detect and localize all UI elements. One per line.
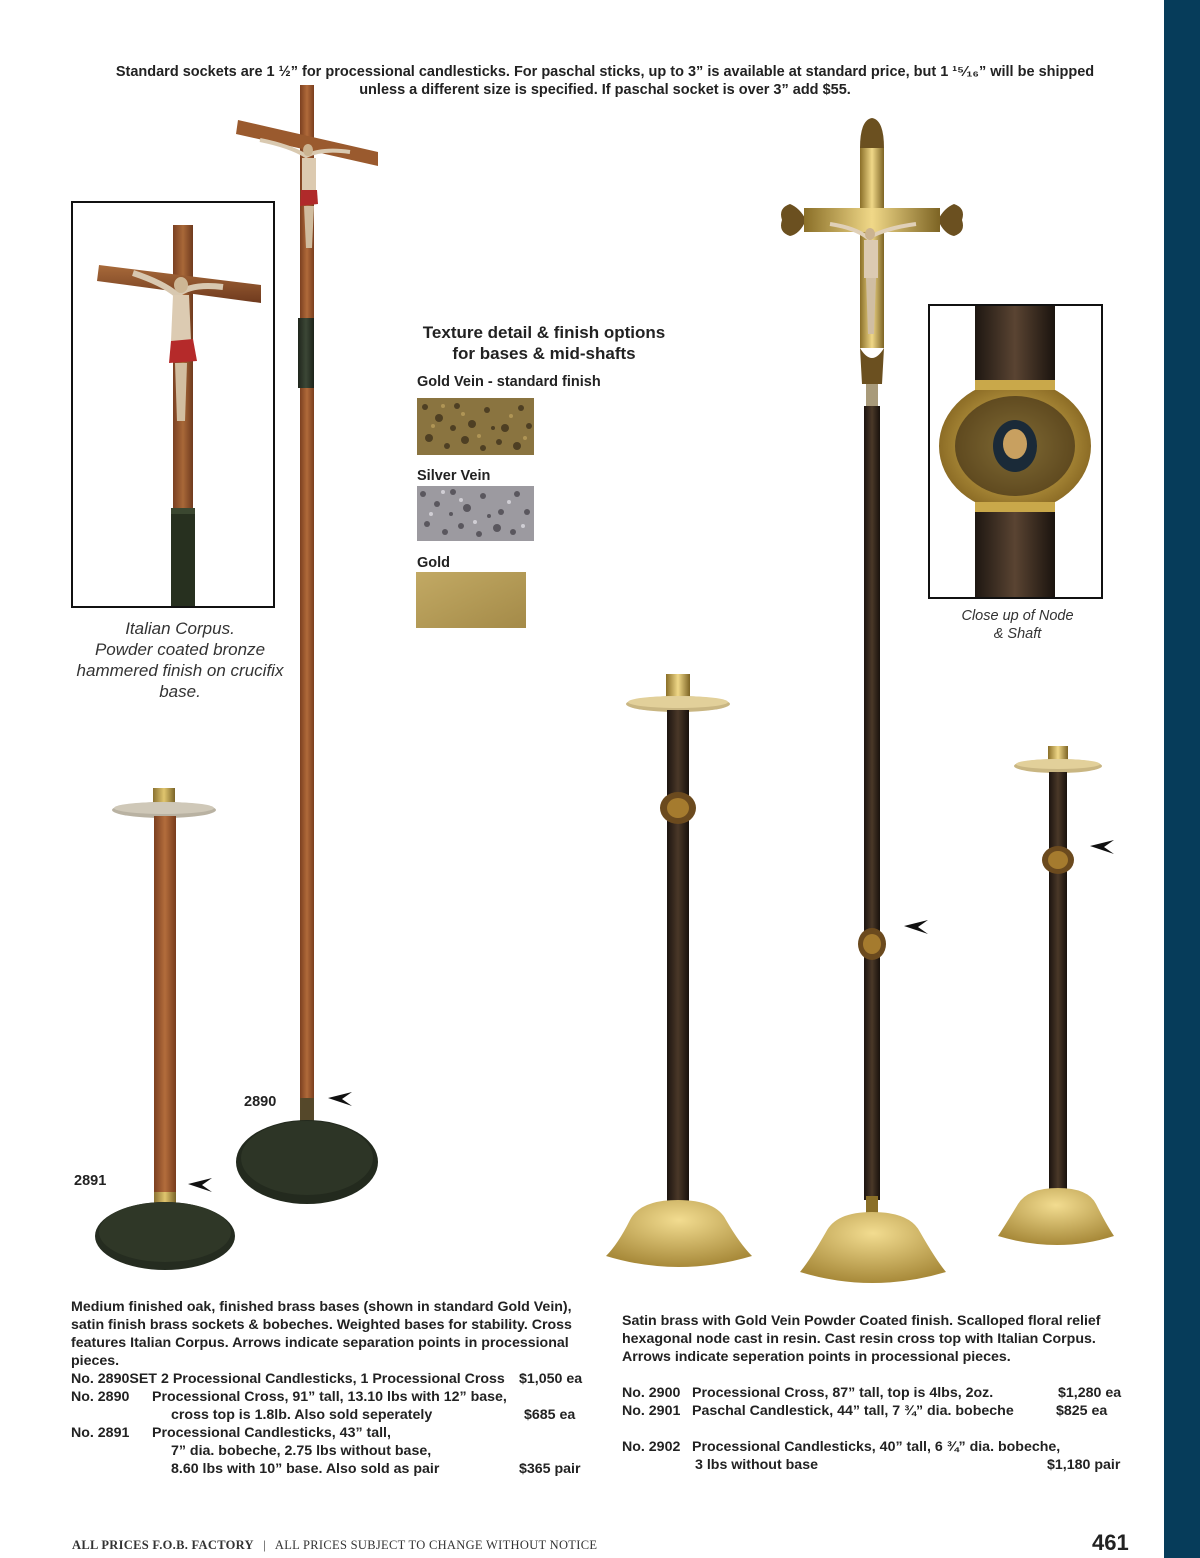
item-no: No. 2901 xyxy=(622,1403,681,1419)
separation-arrow-icon xyxy=(1090,840,1114,854)
product-label-2890: 2890 xyxy=(244,1094,277,1110)
item-description-cont: 3 lbs without base xyxy=(695,1457,818,1473)
item-description-cont: cross top is 1.8lb. Also sold seperately xyxy=(171,1407,433,1423)
item-description: Processional Cross, 87” tall, top is 4lbs, 2oz. xyxy=(692,1385,994,1401)
item-description: Paschal Candlestick, 44” tall, 7 ¾” dia. bobeche xyxy=(692,1403,1014,1419)
item-price: $1,280 ea xyxy=(1058,1385,1122,1401)
finish-label-gold-vein: Gold Vein - standard finish xyxy=(417,374,601,390)
item-no: No. 2902 xyxy=(622,1439,681,1455)
item-price: $365 pair xyxy=(519,1461,581,1477)
item-description: 2 Processional Candlesticks, 1 Processional Cross xyxy=(161,1371,505,1387)
separation-arrow-icon xyxy=(188,1178,212,1192)
item-price: $825 ea xyxy=(1056,1403,1108,1419)
node-closeup-caption: Close up of Node & Shaft xyxy=(961,608,1074,642)
processional-cross-2900-image xyxy=(760,112,1000,1282)
separation-arrow-icon xyxy=(904,920,928,934)
item-price: $1,180 pair xyxy=(1047,1457,1121,1473)
footer-note: ALL PRICES F.O.B. FACTORY | ALL PRICES SUBJECT TO CHANGE WITHOUT NOTICE xyxy=(72,1538,598,1552)
finish-label-gold: Gold xyxy=(417,555,451,571)
item-description: Processional Candlesticks, 43” tall, xyxy=(152,1425,391,1441)
separation-arrow-icon xyxy=(328,1092,352,1106)
item-no: No. 2890SET xyxy=(71,1371,157,1387)
item-no: No. 2890 xyxy=(71,1389,130,1405)
item-description-cont: 7” dia. bobeche, 2.75 lbs without base, xyxy=(171,1443,432,1459)
page-number: 461 xyxy=(1092,1530,1129,1555)
processional-cross-2890-image xyxy=(230,80,430,1220)
item-no: No. 2891 xyxy=(71,1425,130,1441)
item-description-cont: 8.60 lbs with 10” base. Also sold as pair xyxy=(171,1461,440,1477)
candlestick-2891-image xyxy=(90,782,250,1272)
gold-swatch xyxy=(416,572,526,628)
silver-vein-swatch xyxy=(417,486,534,541)
socket-size-note: Standard sockets are 1 ½” for processional candlesticks. For paschal sticks, up to 3” is available at standard price, but 1 ¹⁵⁄₁₆” will be shipped unless a different size is specified. If paschal socket is over 3” add $55. xyxy=(115,64,1095,98)
brass-set-description: Satin brass with Gold Vein Powder Coated finish. Scalloped floral relief hexagonal node cast in resin. Cast resin cross top with Italian Corpus. Arrows indicate seperation points in processional pieces. xyxy=(622,1313,1101,1365)
item-description: Processional Cross, 91” tall, 13.10 lbs with 12” base, xyxy=(152,1389,507,1405)
oak-set-description: Medium finished oak, finished brass bases (shown in standard Gold Vein), satin finish brass sockets & bobeches. Weighted bases for stability. Cross features Italian Corpus. Arrows indicate separation points in processional pieces. xyxy=(71,1299,572,1369)
item-price: $685 ea xyxy=(524,1407,576,1423)
gold-vein-swatch xyxy=(417,398,534,455)
candlestick-2902-image xyxy=(996,742,1116,1262)
product-label-2891: 2891 xyxy=(74,1173,107,1189)
paschal-candlestick-2901-image xyxy=(604,670,754,1270)
item-price: $1,050 ea xyxy=(519,1371,583,1387)
item-description: Processional Candlesticks, 40” tall, 6 ¾” dia. bobeche, xyxy=(692,1439,1061,1455)
finish-options-title: Texture detail & finish options for bases & mid-shafts xyxy=(422,323,666,363)
crucifix-closeup-caption: Italian Corpus. Powder coated bronze hammered finish on crucifix base. xyxy=(76,619,284,701)
page-edge-tab xyxy=(1164,0,1200,1558)
finish-label-silver-vein: Silver Vein xyxy=(417,468,491,484)
item-no: No. 2900 xyxy=(622,1385,681,1401)
